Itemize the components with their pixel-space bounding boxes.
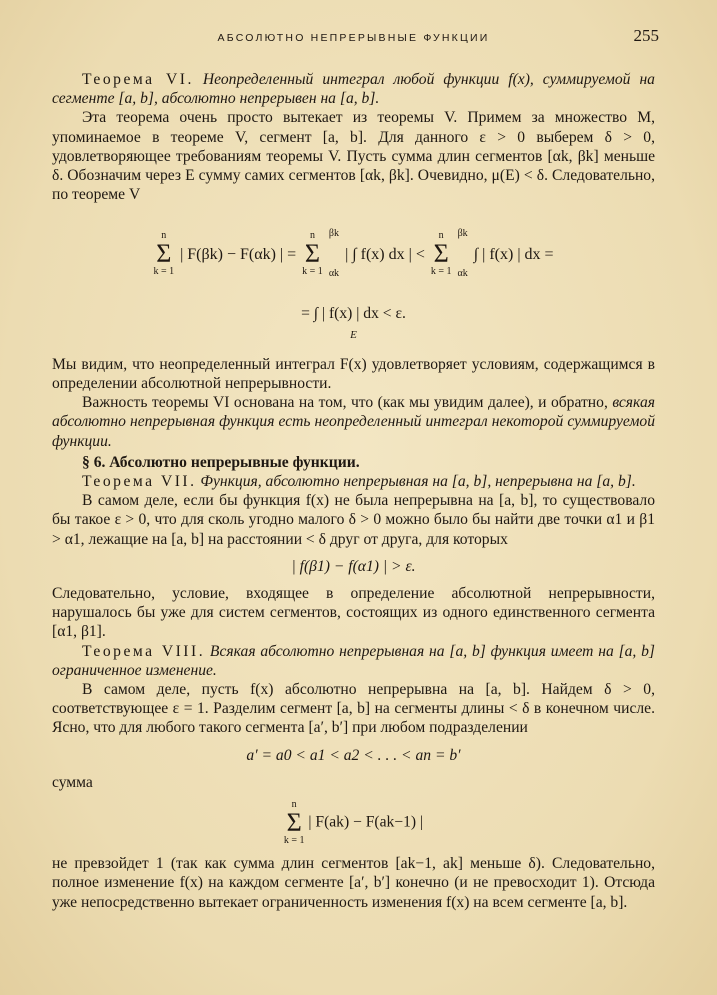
theorem-7-proof: В самом деле, если бы функция f(x) не была непрерывна на [a, b], то существовало бы такое ε > 0, что для сколь угодно малого δ > 0 можно было бы найти две точки α1 и β1 > α1, лежащие на [a, b] на расстоянии < δ друг от друга, для которых bbox=[52, 492, 655, 548]
running-title: АБСОЛЮТНО НЕПРЕРЫВНЫЕ ФУНКЦИИ bbox=[217, 32, 490, 44]
after-formula-1: Мы видим, что неопределенный интеграл F(x) удовлетворяет условиям, содержащимся в определении абсолютной непрерывности. bbox=[52, 355, 655, 393]
sum-symbol-3: n Σ k = 1 bbox=[430, 230, 452, 278]
summa-label: сумма bbox=[52, 773, 93, 791]
theorem-6 bbox=[52, 70, 655, 108]
formula-lhs: | F(βk) − F(αk) | = bbox=[180, 245, 297, 263]
theorem-6-proof: Эта теорема очень просто вытекает из теоремы V. Примем за множество M, упоминаемое в теореме V, сегмент [a, b]. Для данного ε > 0 выберем δ > 0, удовлетворяющее требованиям теоремы V. Пусть сумма длин сегментов [αk, βk] меньше δ. Обозначим через E сумму самих сегментов [αk, βk]. Очевидно, μ(E) < δ. Следовательно, по теореме V bbox=[52, 109, 655, 204]
after-formula-2: Следовательно, условие, входящее в определение абсолютной непрерывности, нарушалось бы уже для систем сегментов, состоящих из одного единственного сегмента [α1, β1]. bbox=[52, 585, 655, 641]
theorem-6-statement: Неопределенный интеграл любой функции f(x), суммируемой на сегменте [a, b], абсолютно непрерывен на [a, b]. bbox=[52, 71, 655, 108]
sum-symbol-2: n Σ k = 1 bbox=[302, 230, 323, 278]
section-heading: § 6. Абсолютно непрерывные функции. bbox=[82, 453, 360, 471]
theorem-6-label: Теорема VI. bbox=[82, 71, 194, 88]
theorem-8: Теорема VIII. Всякая абсолютно непрерывная на [a, b] функция имеет на [a, b] ограниченное изменение. bbox=[52, 642, 656, 679]
importance-paragraph: Важность теоремы VI основана на том, что (как мы увидим далее), и обратно, всякая абсолютно непрерывная функция есть неопределенный интеграл некоторой суммируемой функции. bbox=[52, 394, 655, 450]
integral-symbol: βk αk bbox=[328, 228, 340, 280]
page-body bbox=[52, 70, 655, 912]
sum-symbol-4: n Σ k = 1 bbox=[283, 799, 305, 847]
theorem-7: Теорема VII. Функция, абсолютно непрерывная на [a, b], непрерывна на [a, b]. bbox=[82, 473, 636, 491]
formula-continuity: | f(β1) − f(α1) | > ε. bbox=[291, 557, 416, 575]
formula-subdivision: a′ = a0 < a1 < a2 < . . . < an = b′ bbox=[246, 746, 461, 764]
formula-variation-sum: n Σ k = 1 | F(ak) − F(ak−1) | bbox=[283, 799, 424, 847]
final-paragraph: не превзойдет 1 (так как сумма длин сегментов [ak−1, ak] меньше δ). Следовательно, полное изменение f(x) на каждом сегменте [a′, b′] конечно (и не превосходит 1). Отсюда уже непосредственно вытекает ограниченность изменения f(x) на всем сегменте [a, b]. bbox=[52, 855, 655, 911]
formula-mid: | ∫ f(x) dx | < bbox=[345, 245, 425, 263]
page-number: 255 bbox=[633, 26, 659, 45]
formula-rhs: ∫ | f(x) | dx = bbox=[473, 245, 554, 263]
sum-symbol: n Σ k = 1 bbox=[153, 230, 175, 278]
formula-sum-integral bbox=[52, 212, 655, 296]
integral-domain: E bbox=[350, 328, 357, 341]
theorem-8-proof: В самом деле, пусть f(x) абсолютно непрерывна на [a, b]. Найдем δ > 0, соответствующее ε = 1. Разделим сегмент [a, b] на сегменты длины < δ в конечном числе. Ясно, что для любого такого сегмента [a′, b′] при любом подразделении bbox=[52, 681, 655, 737]
page-header bbox=[52, 24, 659, 52]
formula-line2: = ∫ | f(x) | dx < ε. E bbox=[301, 305, 406, 341]
integral-symbol-2: βk αk bbox=[457, 228, 468, 280]
